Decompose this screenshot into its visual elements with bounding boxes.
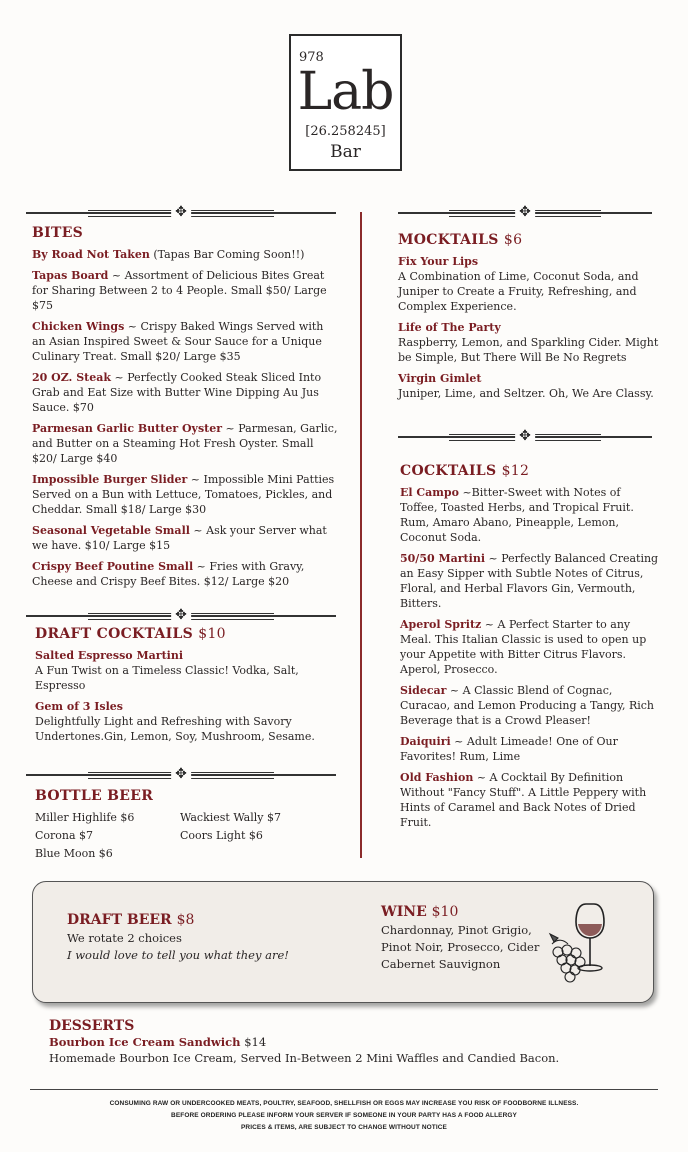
bites-title: BITES [32, 225, 84, 241]
desserts-section [49, 1018, 559, 1066]
ornament-icon: ✥ [171, 764, 191, 784]
ornament-icon: ✥ [515, 426, 535, 446]
wine-title: WINE $10 [381, 904, 459, 920]
list-item: Corona $7 [35, 829, 94, 842]
list-item: Tapas Board ~ Assortment of Delicious Bites Great for Sharing Between 2 to 4 People. Small $50/ Large $75 [32, 269, 327, 312]
divider-left-mid [26, 609, 336, 623]
divider-right-mid [398, 430, 652, 444]
draft-beer-note: I would love to tell you what they are! [67, 948, 289, 962]
list-item: Salted Espresso Martini A Fun Twist on a Timeless Classic! Vodka, Salt, Espresso [35, 649, 299, 692]
list-item: Blue Moon $6 [35, 847, 113, 860]
bottle-beer-title: BOTTLE BEER [35, 788, 154, 804]
list-item: Seasonal Vegetable Small ~ Ask your Server what we have. $10/ Large $15 [32, 524, 327, 552]
list-item: Crispy Beef Poutine Small ~ Fries with Gravy, Cheese and Crispy Beef Bites. $12/ Large $20 [32, 560, 305, 588]
footer-warning: CONSUMING RAW OR UNDERCOOKED MEATS, POULTRY, SEAFOOD, SHELLFISH OR EGGS MAY INCREASE YOU RISK OF FOODBORNE ILLNESS. [109, 1100, 579, 1107]
footer-rule [30, 1089, 658, 1090]
footer-allergy: BEFORE ORDERING PLEASE INFORM YOUR SERVER IF SOMEONE IN YOUR PARTY HAS A FOOD ALLERGY [171, 1112, 517, 1119]
footer-prices: PRICES & ITEMS, ARE SUBJECT TO CHANGE WITHOUT NOTICE [241, 1124, 447, 1131]
list-item: Gem of 3 Isles Delightfully Light and Refreshing with Savory Undertones.Gin, Lemon, Soy, Mushroom, Sesame. [35, 700, 315, 743]
cocktails-section [400, 464, 660, 836]
bites-section [32, 226, 338, 595]
divider-left-low [26, 768, 336, 782]
list-item: Impossible Burger Slider ~ Impossible Mini Patties Served on a Bun with Lettuce, Tomatoes, Pickles, and Cheddar. Small $18/ Large $30 [32, 473, 335, 516]
logo-symbol: Lab [297, 62, 394, 122]
list-item: Virgin Gimlet Juniper, Lime, and Seltzer. Oh, We Are Classy. [398, 372, 654, 400]
ornament-icon: ✥ [515, 202, 535, 222]
wine-section [381, 904, 539, 973]
ornament-icon: ✥ [171, 202, 191, 222]
list-item: Aperol Spritz ~ A Perfect Starter to any Meal. This Italian Classic is used to open up your Appetite with Bitter Citrus Flavors. Aperol, Prosecco. [400, 618, 647, 676]
ornament-icon: ✥ [171, 605, 191, 625]
draft-beer-line: We rotate 2 choices [67, 931, 182, 945]
wine-glass-icon [548, 900, 628, 990]
draft-cocktails-section [35, 627, 335, 750]
wine-line: Chardonnay, Pinot Grigio, [381, 923, 532, 937]
list-item: Old Fashion ~ A Cocktail By Definition Without "Fancy Stuff". A Little Peppery with Hints of Caramel and Back Notes of Dried Fruit. [400, 771, 647, 829]
list-item: Daiquiri ~ Adult Limeade! One of Our Favorites! Rum, Lime [400, 735, 618, 763]
mocktails-section [398, 233, 660, 407]
list-item: Wackiest Wally $7 [180, 811, 281, 824]
divider-top-right [398, 206, 652, 220]
list-item: Sidecar ~ A Classic Blend of Cognac, Curacao, and Lemon Producing a Tangy, Rich Beverage that is a Crowd Pleaser! [400, 684, 655, 727]
list-item: Chicken Wings ~ Crispy Baked Wings Served with an Asian Inspired Sweet & Sour Sauce for a Unique Culinary Treat. Small $20/ Large $35 [32, 320, 324, 363]
logo-name: Bar [330, 142, 361, 162]
column-separator [360, 212, 362, 858]
dessert-description: Homemade Bourbon Ice Cream, Served In-Between 2 Mini Waffles and Candied Bacon. [49, 1051, 560, 1065]
divider-top-left [26, 206, 336, 220]
logo-number: 978 [299, 50, 324, 65]
draft-beer-section [67, 912, 289, 964]
list-item: 50/50 Martini ~ Perfectly Balanced Creating an Easy Sipper with Subtle Notes of Citrus, Floral, and Herbal Flavors Gin, Vermouth, Bitters. [400, 552, 659, 610]
list-item: 20 OZ. Steak ~ Perfectly Cooked Steak Sliced Into Grab and Eat Size with Butter Wine Dipping Au Jus Sauce. $70 [32, 371, 322, 414]
logo-mass: [26.258245] [305, 124, 386, 139]
bottle-beer-section [35, 789, 335, 864]
cocktails-title: COCKTAILS $12 [400, 463, 530, 479]
list-item: Fix Your Lips A Combination of Lime, Coconut Soda, and Juniper to Create a Fruity, Refreshing, and Complex Experience. [398, 255, 639, 313]
list-item: Parmesan Garlic Butter Oyster ~ Parmesan, Garlic, and Butter on a Steaming Hot Fresh Oyster. Small $20/ Large $40 [32, 422, 338, 465]
list-item: El Campo ~Bitter-Sweet with Notes of Toffee, Toasted Herbs, and Tropical Fruit. Rum, Amaro Abano, Pineapple, Lemon, Coconut Soda. [400, 486, 634, 544]
draft-cocktails-title: DRAFT COCKTAILS $10 [35, 626, 226, 642]
logo-element-tile [289, 34, 402, 171]
mocktails-title: MOCKTAILS $6 [398, 232, 523, 248]
list-item: Coors Light $6 [180, 829, 263, 842]
list-item: By Road Not Taken (Tapas Bar Coming Soon!!) [32, 248, 305, 261]
list-item: Life of The Party Raspberry, Lemon, and Sparkling Cider. Might be Simple, But There Will Be No Regrets [398, 321, 659, 364]
wine-line: Pinot Noir, Prosecco, Cider [381, 940, 540, 954]
list-item: Miller Highlife $6 [35, 811, 135, 824]
list-item: Bourbon Ice Cream Sandwich $14 [49, 1035, 267, 1049]
wine-line: Cabernet Sauvignon [381, 957, 501, 971]
draft-beer-title: DRAFT BEER $8 [67, 912, 195, 928]
desserts-title: DESSERTS [49, 1018, 135, 1034]
